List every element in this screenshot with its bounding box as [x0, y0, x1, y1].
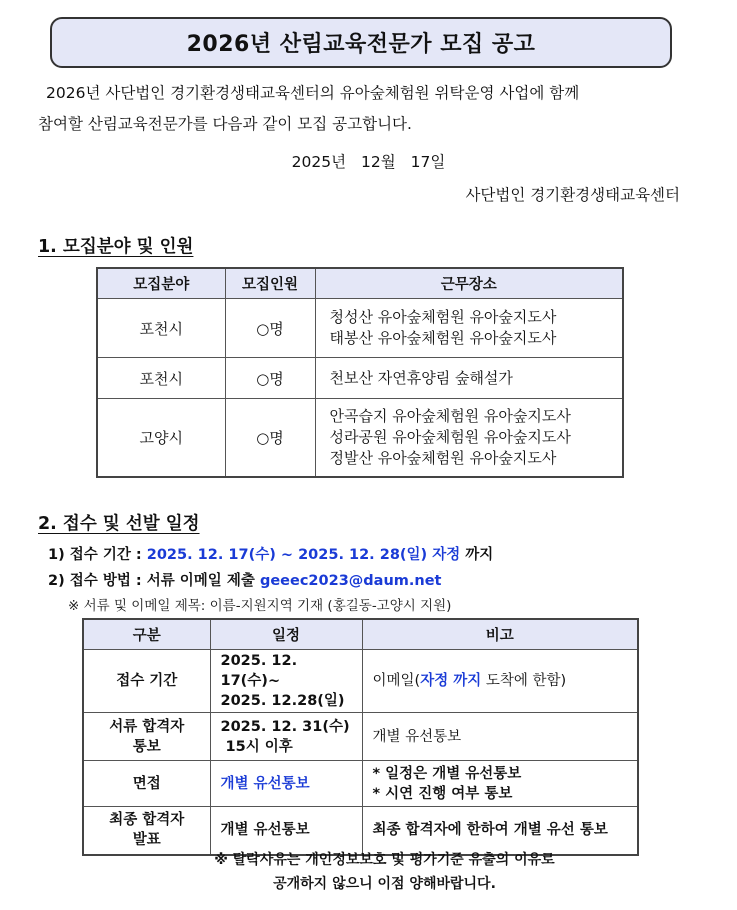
remark-highlight: 자정 까지: [420, 673, 482, 689]
schedule-cell: [210, 713, 362, 761]
intro-line-2: 참여할 산림교육전문가를 다음과 같이 모집 공고합니다.: [38, 115, 412, 133]
table-row: [83, 713, 638, 761]
header-count: 모집인원: [225, 268, 315, 299]
place-line: 정발산 유아숲체험원 유아숲지도사: [329, 448, 557, 467]
remark-cell: [362, 650, 638, 713]
remark-line: * 시연 진행 여부 통보: [372, 785, 513, 802]
remark-cell: [362, 761, 638, 807]
place-line: 태봉산 유아숲체험원 유아숲지도사: [329, 329, 557, 347]
footer-line-1: ※ 탈락사유는 개인정보보호 및 평가기준 유출의 이유로: [214, 852, 555, 868]
place-line: 성라공원 유아숲체험원 유아숲지도사: [329, 427, 571, 446]
remark-cell: 개별 유선통보: [362, 713, 638, 761]
section2-heading: 2. 접수 및 선발 일정: [38, 514, 200, 534]
table-row: [97, 399, 623, 477]
intro-line-1: 2026년 사단법인 경기환경생태교육센터의 유아숲체험원 위탁운영 사업에 함께: [46, 84, 580, 102]
table-row: [83, 761, 638, 807]
remark-line: * 일정은 개별 유선통보: [372, 765, 522, 782]
recruitment-table: [96, 267, 624, 478]
period-suffix: 까지: [465, 547, 494, 563]
schedule-line: 15시 이후: [220, 738, 293, 755]
table-header-row: [83, 619, 638, 650]
category-line: 서류 합격자: [109, 718, 185, 735]
period-value: 2025. 12. 17(수) ~ 2025. 12. 28(일) 자정: [146, 547, 461, 563]
footer-line-2: 공개하지 않으니 이점 양해바랍니다.: [273, 876, 496, 892]
field-cell: 고양시: [97, 399, 225, 477]
schedule-line: 2025. 12.28(일): [220, 693, 345, 709]
email-link[interactable]: geeec2023@daum.net: [259, 573, 442, 589]
count-cell: ○명: [225, 358, 315, 399]
table-row: [97, 299, 623, 358]
subject-note: ※ 서류 및 이메일 제목: 이름-지원지역 기재 (홍길동-고양시 지원): [68, 598, 452, 614]
notice-title: 2026년 산림교육전문가 모집 공고: [50, 17, 672, 68]
table-row: [97, 358, 623, 399]
table-header-row: [97, 268, 623, 299]
method-label: 2) 접수 방법 : 서류 이메일 제출: [48, 573, 255, 589]
period-label: 1) 접수 기간 :: [48, 547, 142, 563]
category-cell: [83, 713, 210, 761]
place-line: 안곡습지 유아숲체험원 유아숲지도사: [329, 406, 571, 425]
section1-heading: 1. 모집분야 및 인원: [38, 237, 194, 257]
organization-name: 사단법인 경기환경생태교육센터: [465, 186, 680, 204]
footer-note: [0, 848, 737, 896]
remark-text: 도착에 한함): [481, 673, 567, 689]
place-line: 청성산 유아숲체험원 유아숲지도사: [329, 308, 557, 326]
place-cell: [315, 299, 623, 358]
field-cell: 포천시: [97, 299, 225, 358]
place-cell: [315, 358, 623, 399]
place-line: 천보산 자연휴양림 숲해설가: [329, 368, 513, 387]
schedule-cell: 개별 유선통보: [210, 807, 362, 855]
table-row: [83, 650, 638, 713]
category-line: 발표: [132, 832, 161, 849]
schedule-line: 2025. 12. 17(수)~: [220, 653, 298, 689]
schedule-cell: [210, 650, 362, 713]
schedule-method: [48, 569, 441, 590]
header-category: 구분: [83, 619, 210, 650]
schedule-table: [82, 618, 639, 856]
header-place: 근무장소: [315, 268, 623, 299]
header-field: 모집분야: [97, 268, 225, 299]
schedule-cell: 개별 유선통보: [210, 761, 362, 807]
category-cell: 면접: [83, 761, 210, 807]
schedule-period: [48, 543, 493, 564]
field-cell: 포천시: [97, 358, 225, 399]
count-cell: ○명: [225, 399, 315, 477]
category-line: 통보: [132, 738, 161, 755]
notice-date: 2025년 12월 17일: [291, 153, 446, 171]
remark-text: 이메일(: [372, 673, 421, 689]
category-line: 최종 합격자: [109, 812, 185, 829]
header-schedule: 일정: [210, 619, 362, 650]
remark-cell: 최종 합격자에 한하여 개별 유선 통보: [362, 807, 638, 855]
intro-text: [38, 78, 688, 140]
header-remark: 비고: [362, 619, 638, 650]
place-cell: [315, 399, 623, 477]
category-cell: 접수 기간: [83, 650, 210, 713]
schedule-line: 2025. 12. 31(수): [220, 718, 350, 735]
count-cell: ○명: [225, 299, 315, 358]
